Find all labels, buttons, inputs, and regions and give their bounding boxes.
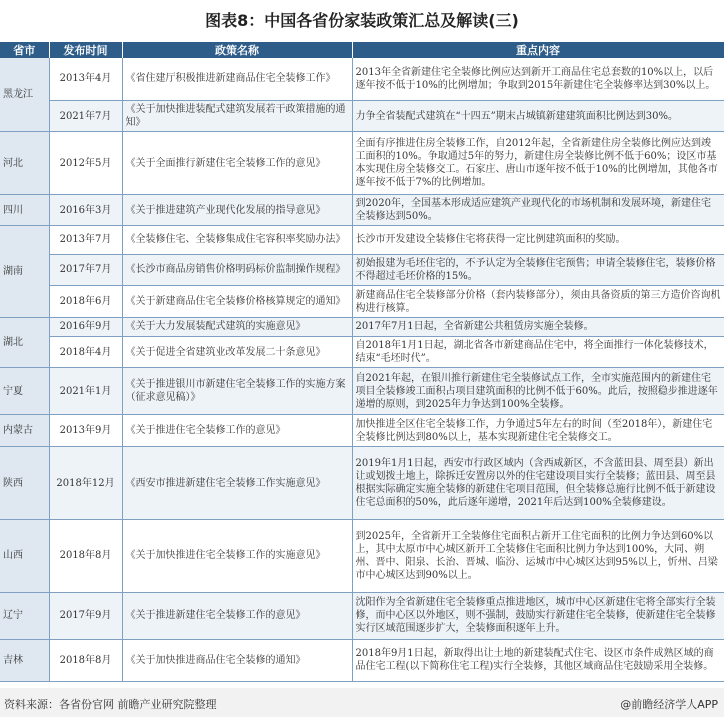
key-content-cell: 新建商品住宅全装修部分价格（套内装修部分），须由具备资质的第三方造价咨询机构进行核算。 [352, 286, 724, 318]
table-row [0, 194, 724, 226]
brand-label: @前瞻经济学人APP [620, 698, 718, 711]
table-row [0, 592, 724, 639]
policy-name-cell: 《长沙市商品房销售价格明码标价监制操作规程》 [122, 254, 352, 286]
key-content-cell: 沈阳作为全省新建住宅全装修重点推进地区，城市中心区新建住宅将全部实行全装修，而中心区以外地区，则不强制，鼓励实行新建住宅全装修，使新建住宅全装修实行区域范围逐步扩大，全装修面积逐年上升。 [352, 592, 724, 639]
province-cell: 辽宁 [0, 592, 49, 639]
table-row [0, 132, 724, 194]
date-cell: 2018年12月 [49, 447, 122, 520]
table-row [0, 286, 724, 318]
date-cell: 2018年8月 [49, 639, 122, 681]
policy-name-cell: 《关于全面推行新建住宅全装修工作的意见》 [122, 132, 352, 194]
date-cell: 2013年9月 [49, 415, 122, 447]
header-province: 省市 [0, 42, 49, 58]
key-content-cell: 到2025年，全省新开工全装修住宅面积占新开工住宅面积的比例力争达到60%以上，其中太原市中心城区新开工全装修住宅面积比例力争达到100%，大同、朔州、晋中、阳泉、长治、晋城、临汾、运城市中心城区达到95%以上，忻州、吕梁市中心城区达到90%以上。 [352, 519, 724, 592]
policy-name-cell: 《全装修住宅、全装修集成住宅容积率奖励办法》 [122, 226, 352, 254]
policy-name-cell: 《关于加快推进住宅全装修工作的实施意见》 [122, 519, 352, 592]
date-cell: 2013年4月 [49, 58, 122, 100]
policy-name-cell: 《关于新建商品住宅全装修价格核算规定的通知》 [122, 286, 352, 318]
table-row [0, 368, 724, 415]
province-cell: 四川 [0, 194, 49, 226]
policy-name-cell: 《省住建厅积极推进新建商品住宅全装修工作》 [122, 58, 352, 100]
date-cell: 2021年1月 [49, 368, 122, 415]
key-content-cell: 全面有序推进住房全装修工作，自2012年起，全省新建住房全装修比例应达到竣工面积的10%。争取通过5年的努力，新建住房全装修比例不低于60%；设区市基本实现住房全装修交工。石家庄、唐山市逐年按不低于10%的比例增加，其他各市逐年按不低于7%的比例增加。 [352, 132, 724, 194]
policy-name-cell: 《西安市推进新建住宅全装修工作实施意见》 [122, 447, 352, 520]
table-row [0, 447, 724, 520]
table-row [0, 639, 724, 681]
policy-name-cell: 《关于大力发展装配式建筑的实施意见》 [122, 317, 352, 336]
key-content-cell: 力争全省装配式建筑在“十四五”期末占城镇新建建筑面积比例达到30%。 [352, 100, 724, 132]
source-note: 资料来源：各省份官网 前瞻产业研究院整理 [4, 698, 217, 711]
table-body [0, 58, 724, 682]
table-row [0, 415, 724, 447]
policy-name-cell: 《关于加快推进商品住宅全装修的通知》 [122, 639, 352, 681]
key-content-cell: 到2020年，全国基本形成适应建筑产业现代化的市场机制和发展环境，新建住宅全装修达到50%。 [352, 194, 724, 226]
policy-name-cell: 《关于推进建筑产业现代化发展的指导意见》 [122, 194, 352, 226]
province-cell: 湖北 [0, 317, 49, 367]
key-content-cell: 长沙市开发建设全装修住宅将获得一定比例建筑面积的奖励。 [352, 226, 724, 254]
header-date: 发布时间 [49, 42, 122, 58]
date-cell: 2017年7月 [49, 254, 122, 286]
date-cell: 2016年3月 [49, 194, 122, 226]
province-cell: 黑龙江 [0, 58, 49, 132]
province-cell: 吉林 [0, 639, 49, 681]
footer [0, 688, 724, 717]
province-cell: 湖南 [0, 226, 49, 318]
date-cell: 2018年4月 [49, 336, 122, 368]
date-cell: 2018年8月 [49, 519, 122, 592]
key-content-cell: 自2018年1月1日起，湖北省各市新建商品住宅中，将全面推行一体化装修技术，结束“毛坯时代”。 [352, 336, 724, 368]
date-cell: 2016年9月 [49, 317, 122, 336]
date-cell: 2021年7月 [49, 100, 122, 132]
date-cell: 2017年9月 [49, 592, 122, 639]
table-row [0, 519, 724, 592]
date-cell: 2012年5月 [49, 132, 122, 194]
policy-name-cell: 《关于推进新建住宅全装修工作的意见》 [122, 592, 352, 639]
province-cell: 山西 [0, 519, 49, 592]
province-cell: 河北 [0, 132, 49, 194]
table-row [0, 317, 724, 336]
chart-title: 图表8：中国各省份家装政策汇总及解读(三) [205, 11, 519, 30]
policy-table [0, 42, 724, 682]
province-cell: 内蒙古 [0, 415, 49, 447]
header-key-content: 重点内容 [352, 42, 724, 58]
province-cell: 陕西 [0, 447, 49, 520]
key-content-cell: 加快推进全区住宅全装修工作，力争通过5年左右的时间（至2018年），新建住宅全装修比例达到80%以上，基本实现新建住宅全装修交工。 [352, 415, 724, 447]
key-content-cell: 自2021年起，在银川推行新建住宅全装修试点工作，全市实施范围内的新建住宅项目全装修竣工面积占项目建筑面积的比例不低于60%。此后，按照稳步推进逐年递增的原则，到2025年力争达到100%全装修。 [352, 368, 724, 415]
policy-name-cell: 《关于加快推进装配式建筑发展若干政策措施的通知》 [122, 100, 352, 132]
date-cell: 2013年7月 [49, 226, 122, 254]
table-row [0, 58, 724, 100]
key-content-cell: 2013年全省新建住宅全装修比例应达到新开工商品住宅总套数的10%以上，以后逐年按不低于10%的比例增加；争取到2015年新建住宅全装修率达到30%以上。 [352, 58, 724, 100]
policy-name-cell: 《关于推进银川市新建住宅全装修工作的实施方案（征求意见稿）》 [122, 368, 352, 415]
province-cell: 宁夏 [0, 368, 49, 415]
policy-name-cell: 《关于推进住宅全装修工作的意见》 [122, 415, 352, 447]
table-header-row [0, 42, 724, 58]
table-row [0, 226, 724, 254]
table-row [0, 254, 724, 286]
table-row [0, 100, 724, 132]
policy-name-cell: 《关于促进全省建筑业改革发展二十条意见》 [122, 336, 352, 368]
header-policy-name: 政策名称 [122, 42, 352, 58]
date-cell: 2018年6月 [49, 286, 122, 318]
key-content-cell: 2017年7月1日起，全省新建公共租赁房实施全装修。 [352, 317, 724, 336]
table-row [0, 336, 724, 368]
key-content-cell: 初始报建为毛坯住宅的，不予认定为全装修住宅预售；申请全装修住宅，装修价格不得超过毛坯价格的15%。 [352, 254, 724, 286]
key-content-cell: 2019年1月1日起，西安市行政区域内（含西咸新区，不含蓝田县、周至县）新出让或划拨土地上，除拆迁安置房以外的住宅建设项目实行全装修；蓝田县、周至县根据实际确定实施全装修的新建住宅项目范围，但全装修总施行比例不低于新建设住宅总面积的50%，此后逐年递增，2021年后达到100%全装修建设。 [352, 447, 724, 520]
key-content-cell: 2018年9月1日起，新取得出让土地的新建装配式住宅、设区市条件成熟区域的商品住宅工程(以下简称住宅工程)实行全装修，其他区域商品住宅鼓励采用全装修。 [352, 639, 724, 681]
